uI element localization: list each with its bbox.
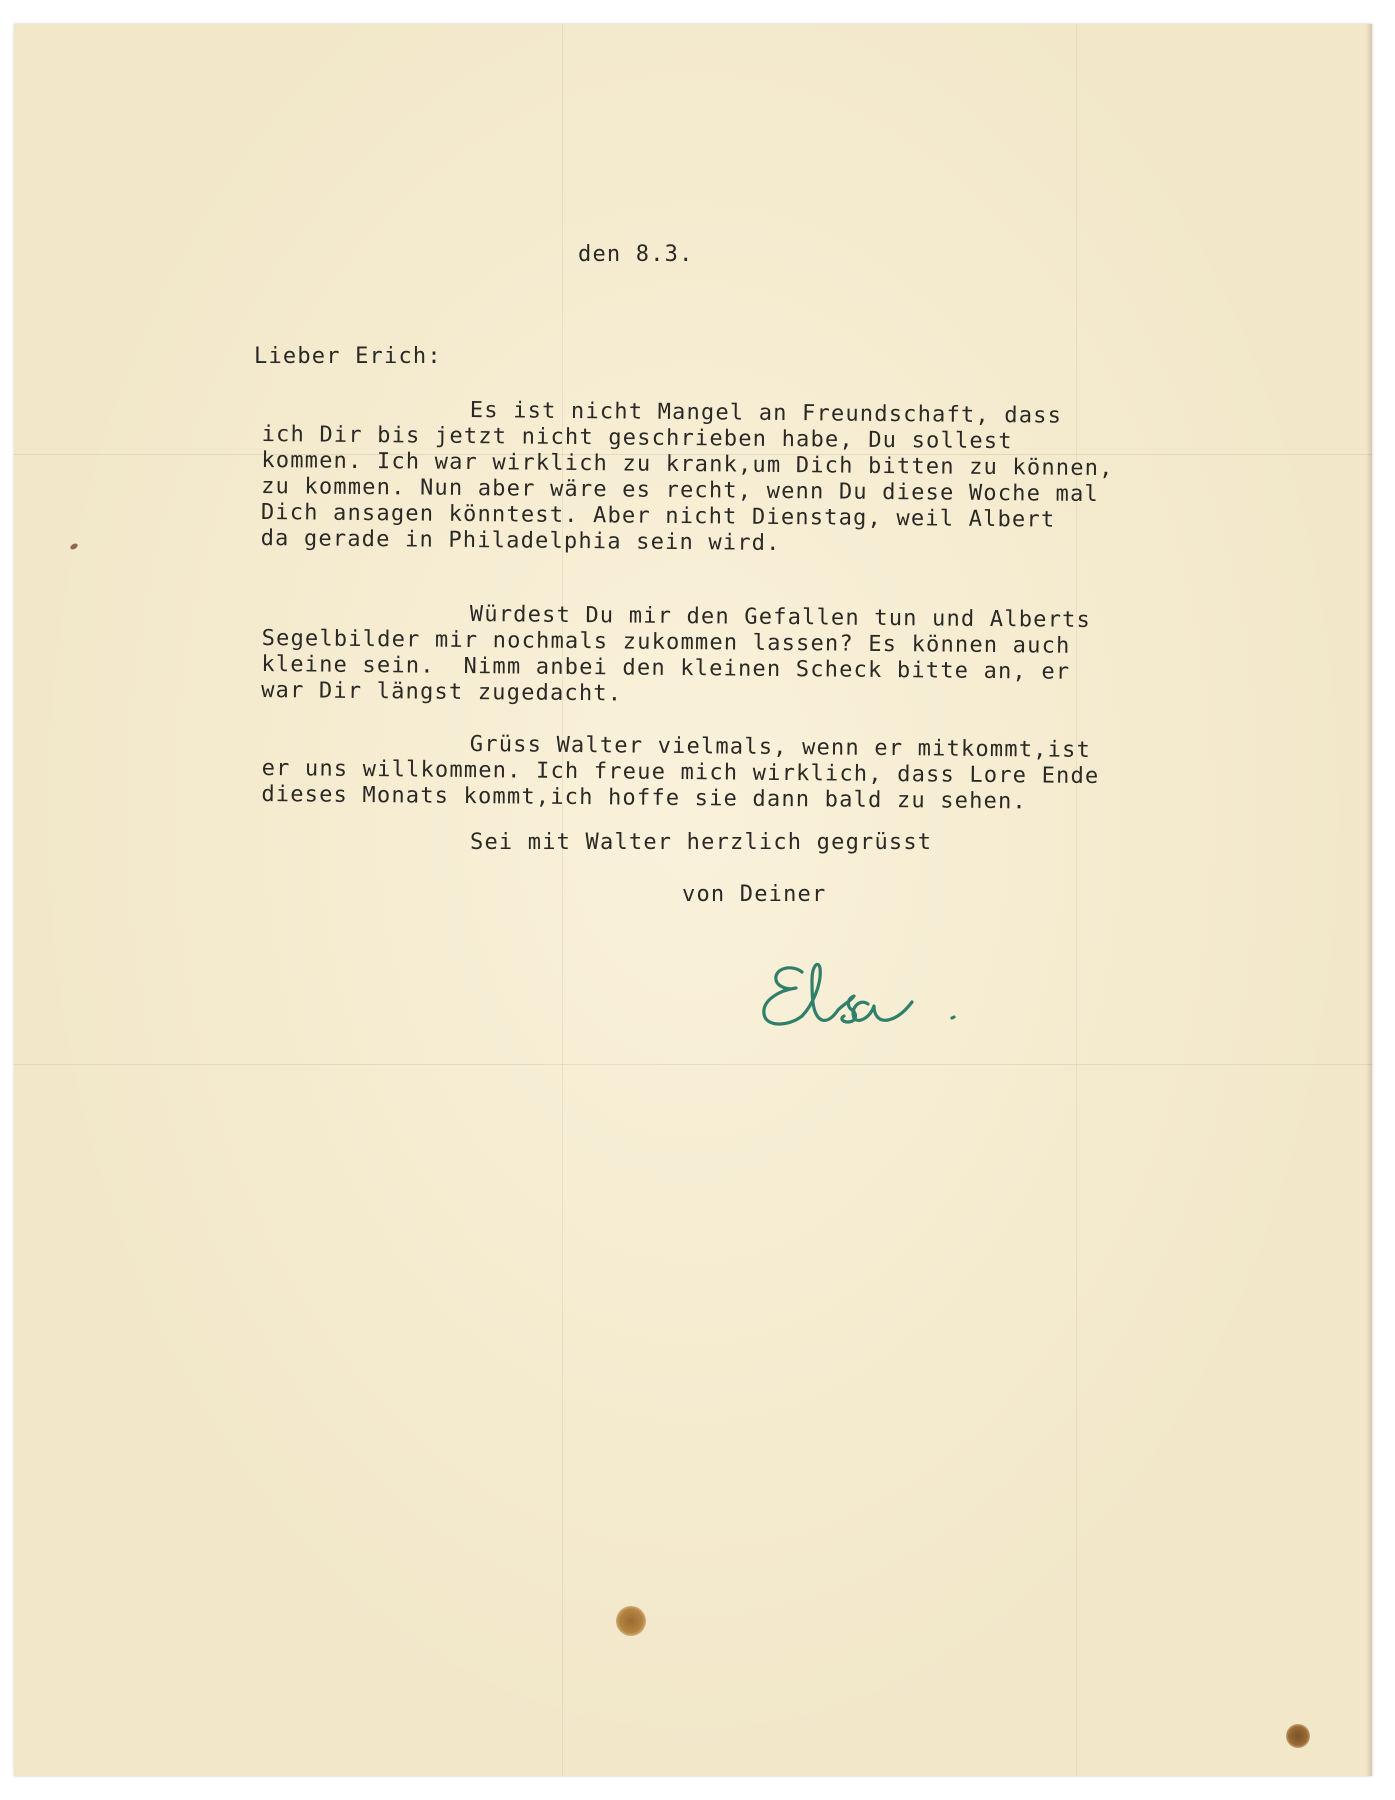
letter-paragraph-3 <box>261 730 1222 817</box>
text-line: Segelbilder mir nochmals zukommen lassen? Es können auch <box>261 625 1071 659</box>
paper-edge-shadow <box>1366 24 1372 1776</box>
text-line: Es ist nicht Mangel an Freundschaft, dass <box>469 397 1063 429</box>
handwritten-signature <box>756 954 1006 1044</box>
letter-salutation: Lieber Erich: <box>254 344 442 369</box>
letter-closing-from: von Deiner <box>682 882 827 907</box>
text-line: er uns willkommen. Ich freue mich wirklich, dass Lore Ende <box>261 755 1100 790</box>
letter-page <box>14 24 1372 1776</box>
ink-stain <box>1286 1724 1310 1748</box>
text-line: war Dir längst zugedacht. <box>261 677 623 707</box>
text-line: Grüss Walter vielmals, wenn er mitkommt,ist <box>469 731 1092 763</box>
text-line: zu kommen. Nun aber wäre es recht, wenn Du diese Woche mal <box>261 473 1100 508</box>
letter-paragraph-1 <box>261 396 1222 561</box>
text-line: kleine sein. Nimm anbei den kleinen Scheck bitte an, er <box>261 651 1071 685</box>
letter-closing: Sei mit Walter herzlich gegrüsst <box>470 830 933 855</box>
letter-paragraph-2 <box>261 600 1222 713</box>
fold-crease <box>562 24 563 1776</box>
text-line: kommen. Ich war wirklich zu krank,um Dich bitten zu können, <box>261 447 1114 482</box>
fold-crease <box>14 1064 1372 1065</box>
letter-date: den 8.3. <box>578 242 694 267</box>
text-line: Dich ansagen könntest. Aber nicht Dienstag, weil Albert <box>260 499 1056 533</box>
text-line: dieses Monats kommt,ich hoffe sie dann bald zu sehen. <box>261 781 1028 815</box>
text-line: da gerade in Philadelphia sein wird. <box>260 525 781 556</box>
ink-speck <box>69 542 78 550</box>
fold-crease <box>1076 24 1077 1776</box>
text-line: Würdest Du mir den Gefallen tun und Alberts <box>469 601 1092 633</box>
text-line: ich Dir bis jetzt nicht geschrieben habe, Du sollest <box>261 421 1013 455</box>
ink-stain <box>616 1606 646 1636</box>
